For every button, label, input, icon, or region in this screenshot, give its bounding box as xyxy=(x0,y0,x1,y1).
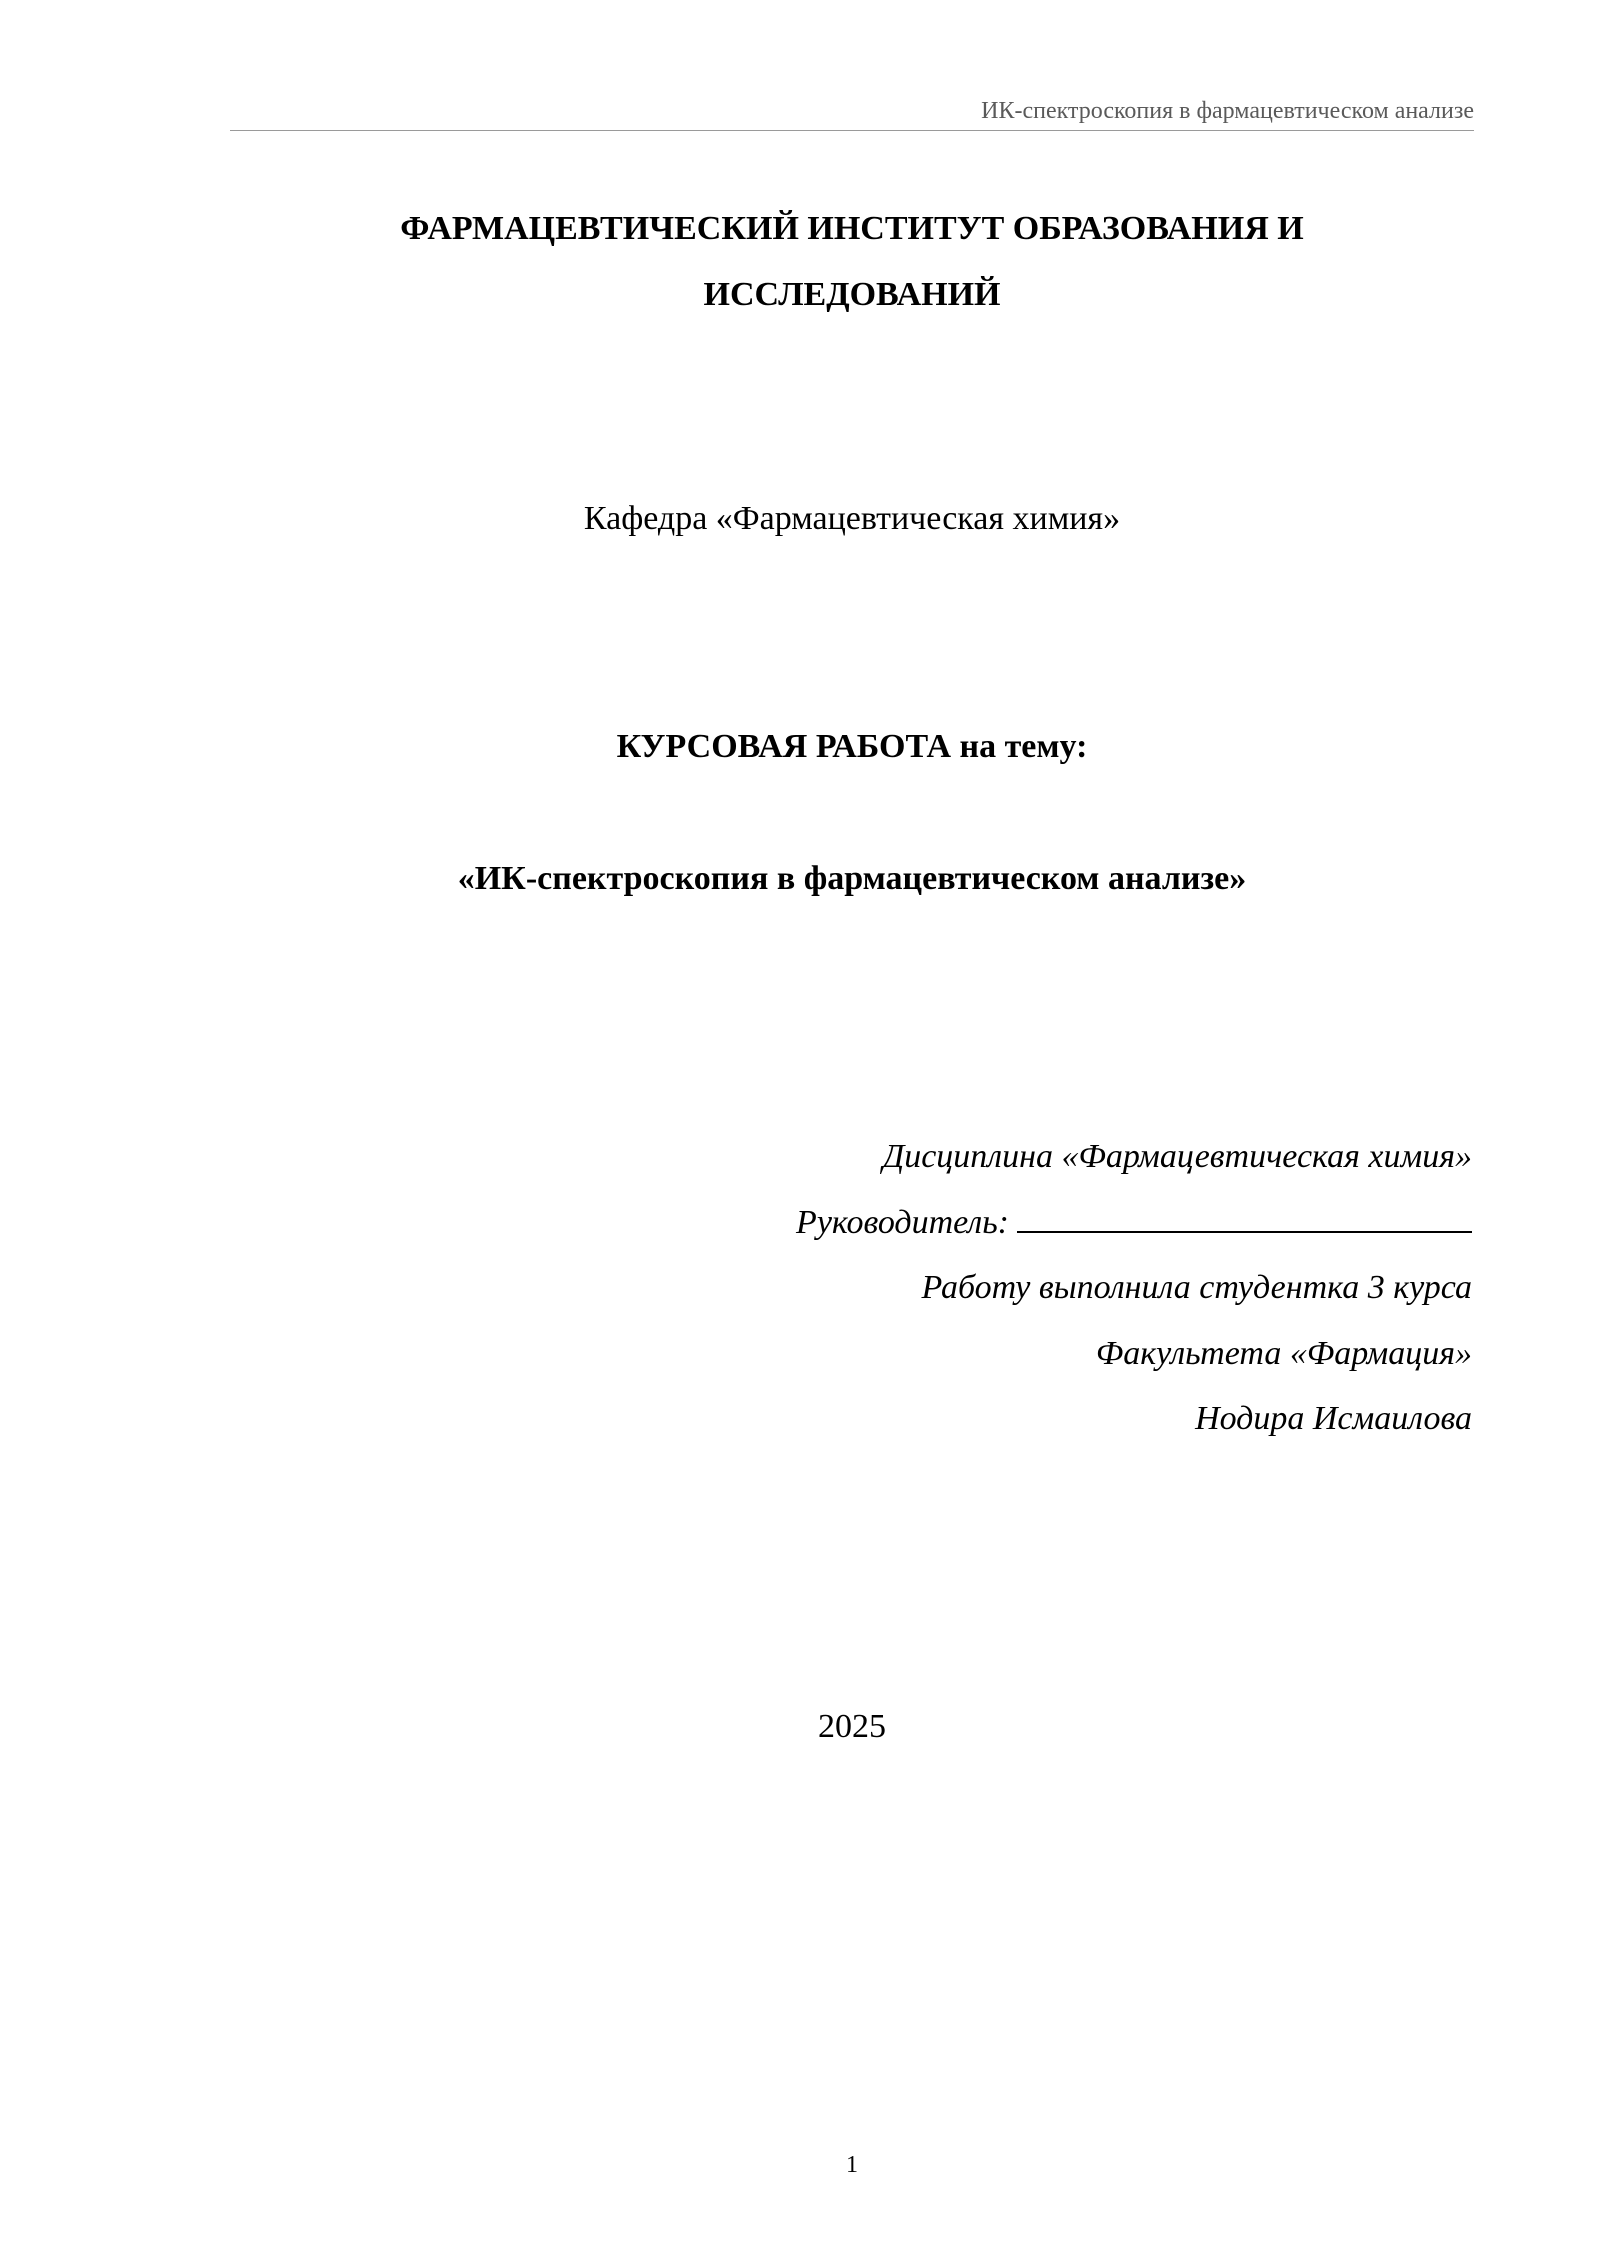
running-header: ИК-спектроскопия в фармацевтическом анализе xyxy=(981,98,1474,124)
performed-by-line: Работу выполнила студентка 3 курса xyxy=(921,1269,1472,1306)
discipline-line: Дисциплина «Фармацевтическая химия» xyxy=(882,1138,1472,1175)
institute-name-line-2: ИССЛЕДОВАНИЙ xyxy=(703,276,1001,313)
work-type-heading: КУРСОВАЯ РАБОТА на тему: xyxy=(616,728,1088,765)
supervisor-signature-line xyxy=(1017,1201,1472,1233)
institute-name xyxy=(230,196,1474,328)
faculty-line: Факультета «Фармация» xyxy=(1095,1334,1472,1372)
header-divider xyxy=(230,130,1474,131)
supervisor-line xyxy=(640,1190,1472,1256)
page-number: 1 xyxy=(846,2152,858,2178)
department-name: Кафедра «Фармацевтическая химия» xyxy=(583,500,1121,537)
year: 2025 xyxy=(818,1708,886,1745)
author-info-block xyxy=(640,1124,1472,1452)
supervisor-label: Руководитель: xyxy=(796,1203,1009,1241)
institute-name-line-1: ФАРМАЦЕВТИЧЕСКИЙ ИНСТИТУТ ОБРАЗОВАНИЯ И xyxy=(400,210,1304,247)
work-topic-title: «ИК-спектроскопия в фармацевтическом анализе» xyxy=(457,860,1247,897)
student-name: Нодира Исмаилова xyxy=(1195,1400,1472,1437)
